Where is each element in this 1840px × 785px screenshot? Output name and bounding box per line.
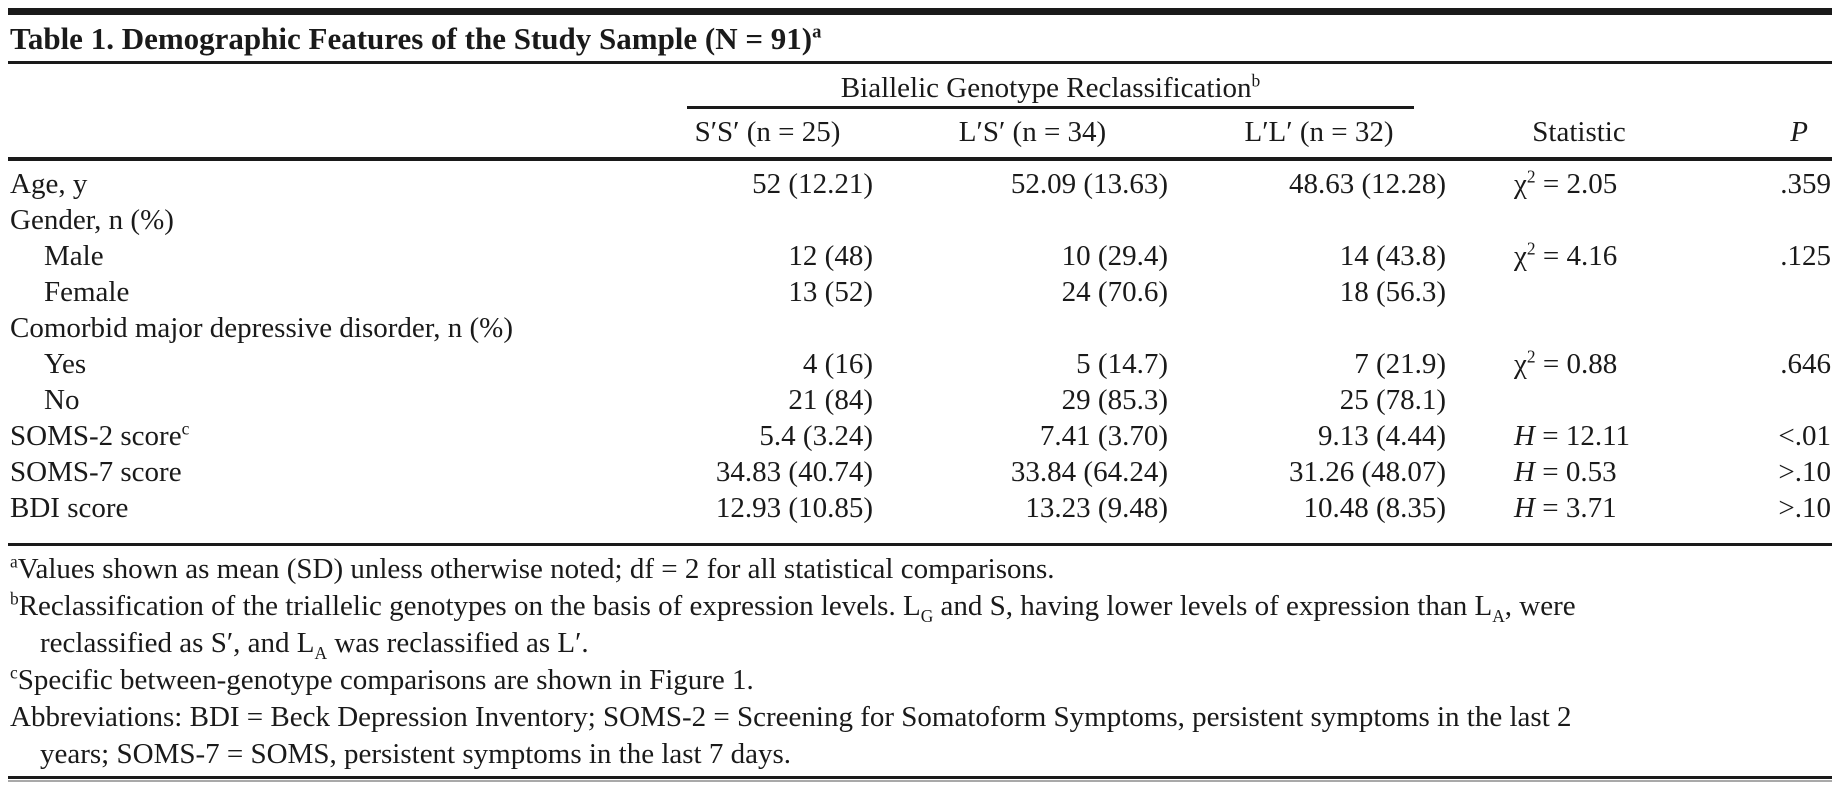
statistic-value: H = 3.71: [1514, 492, 1617, 524]
p-value: [1700, 202, 1832, 238]
table-row-male: [8, 238, 1832, 274]
statistic-value: H = 0.53: [1514, 456, 1617, 488]
value-ll: 14 (43.8): [1339, 240, 1447, 272]
value-ss: 12 (48): [788, 240, 873, 272]
spanner-text: Biallelic Genotype Reclassification: [840, 72, 1252, 104]
footnote-abbreviations-text: Abbreviations: BDI = Beck Depression Inventory; SOMS-2 = Screening for Somatoform Symptoms, persistent symptoms in the last 2: [10, 701, 1572, 733]
value-ss: 21 (84): [788, 384, 873, 416]
p-value: >.10: [1778, 456, 1832, 488]
row-label-text: SOMS-2 score: [10, 420, 182, 452]
p-value: >.10: [1778, 492, 1832, 524]
value-ss: [650, 310, 885, 346]
row-label: Comorbid major depressive disorder, n (%): [10, 312, 513, 344]
table-title-footnote-mark: a: [812, 21, 822, 43]
p-value: [1700, 274, 1832, 310]
footnote-a-text: Values shown as mean (SD) unless otherwise noted; df = 2 for all statistical comparisons.: [17, 553, 1055, 585]
value-ls: [885, 310, 1180, 346]
statistic-value: $\chi^2 = 2.05$: [1514, 166, 1618, 200]
table-row-soms7: [8, 454, 1832, 490]
value-ll: 48.63 (12.28): [1288, 168, 1447, 200]
column-header-ls: L′S′ (n = 34): [885, 110, 1180, 159]
table-row-age: [8, 159, 1832, 202]
column-header-ll: L′L′ (n = 32): [1180, 110, 1458, 159]
table-row-gender-section: [8, 202, 1832, 238]
footnote-b: [8, 588, 1832, 625]
top-rule: [8, 8, 1832, 15]
footnote-c: [8, 662, 1832, 699]
statistic-value: H = 12.11: [1514, 420, 1630, 452]
value-ss: 4 (16): [802, 348, 873, 380]
column-header-stub: [8, 110, 650, 159]
bottom-rule: [8, 776, 1832, 779]
table-row-female: [8, 274, 1832, 310]
statistic-value: $\chi^2 = 0.88$: [1514, 346, 1618, 380]
value-ss: 34.83 (40.74): [715, 456, 873, 488]
value-ls: 7.41 (3.70): [1039, 420, 1168, 452]
spanner-footnote-mark: b: [1251, 70, 1261, 91]
spanner-spacer-p: [1700, 64, 1832, 110]
value-ll: 10.48 (8.35): [1303, 492, 1447, 524]
value-ls: 24 (70.6): [1061, 276, 1168, 308]
footnote-a-mark: a: [10, 551, 18, 572]
table-row-no: [8, 382, 1832, 418]
footnote-abbreviations-text-2: years; SOMS-7 = SOMS, persistent symptoms in the last 7 days.: [40, 738, 792, 770]
table-row-bdi: [8, 490, 1832, 545]
value-ls: [885, 202, 1180, 238]
value-ls: 29 (85.3): [1061, 384, 1168, 416]
column-header-row: [8, 110, 1832, 159]
statistic-value: [1458, 310, 1700, 346]
column-header-statistic: Statistic: [1458, 110, 1700, 159]
demographics-table: [8, 64, 1832, 546]
p-value: .359: [1780, 168, 1832, 200]
table-title: [8, 19, 1832, 64]
row-label-footnote-mark: c: [181, 418, 190, 439]
row-label: SOMS-7 score: [10, 456, 182, 488]
bottom-rule-secondary: [8, 780, 1832, 782]
row-label: [8, 418, 650, 454]
p-value: .646: [1780, 348, 1832, 380]
spanner-row: [8, 64, 1832, 110]
statistic-value: [1458, 202, 1700, 238]
value-ls: 13.23 (9.48): [1025, 492, 1168, 524]
row-label: Male: [44, 240, 104, 272]
value-ll: [1180, 310, 1458, 346]
spanner-spacer-stat: [1458, 64, 1700, 110]
table-row-yes: [8, 346, 1832, 382]
p-value: .125: [1780, 240, 1832, 272]
row-label: No: [44, 384, 80, 416]
value-ll: 18 (56.3): [1339, 276, 1447, 308]
row-label: Age, y: [10, 168, 88, 200]
footnote-b-continuation: [8, 625, 1832, 662]
spanner-spacer-left: [8, 64, 650, 110]
statistic-value: [1458, 274, 1700, 310]
footnote-b-text-2: reclassified as S′, and $L_A$ was reclassified as L′.: [40, 627, 589, 663]
value-ll: 25 (78.1): [1339, 384, 1447, 416]
value-ll: 31.26 (48.07): [1288, 456, 1447, 488]
value-ls: 52.09 (13.63): [1010, 168, 1168, 200]
value-ss: 12.93 (10.85): [715, 492, 873, 524]
value-ls: 33.84 (64.24): [1010, 456, 1168, 488]
row-label: BDI score: [10, 492, 129, 524]
p-value: [1700, 310, 1832, 346]
footnote-c-mark: c: [10, 662, 18, 683]
footnote-a: [8, 551, 1832, 588]
spanner-cell: [650, 64, 1458, 110]
value-ls: 5 (14.7): [1076, 348, 1168, 380]
table-row-comorbid-section: [8, 310, 1832, 346]
table-row-soms2: [8, 418, 1832, 454]
column-header-ss: S′S′ (n = 25): [650, 110, 885, 159]
value-ss: 13 (52): [788, 276, 873, 308]
value-ss: [650, 202, 885, 238]
footnote-abbreviations: [8, 699, 1832, 736]
spanner-heading: [687, 72, 1414, 109]
value-ss: 52 (12.21): [752, 168, 873, 200]
footnote-b-mark: b: [10, 588, 19, 609]
row-label: Female: [44, 276, 130, 308]
footnote-b-text: Reclassification of the triallelic genotypes on the basis of expression levels. $L_G$ and S, having lower levels of expression than $L_A$, were: [18, 590, 1576, 626]
p-value: <.01: [1778, 420, 1832, 452]
value-ss: 5.4 (3.24): [759, 420, 873, 452]
table-title-text: Table 1. Demographic Features of the Study Sample (N = 91): [10, 21, 813, 56]
footnotes: [8, 551, 1832, 773]
value-ll: 7 (21.9): [1354, 348, 1447, 380]
statistic-value: [1458, 382, 1700, 418]
footnote-abbreviations-continuation: [8, 736, 1832, 773]
row-label: Yes: [44, 348, 87, 380]
footnote-c-text: Specific between-genotype comparisons are shown in Figure 1.: [17, 664, 754, 696]
value-ll: [1180, 202, 1458, 238]
statistic-value: $\chi^2 = 4.16$: [1514, 238, 1618, 272]
value-ls: 10 (29.4): [1061, 240, 1168, 272]
value-ll: 9.13 (4.44): [1317, 420, 1447, 452]
row-label: Gender, n (%): [10, 204, 174, 236]
column-header-p: P: [1700, 110, 1832, 159]
p-value: [1700, 382, 1832, 418]
